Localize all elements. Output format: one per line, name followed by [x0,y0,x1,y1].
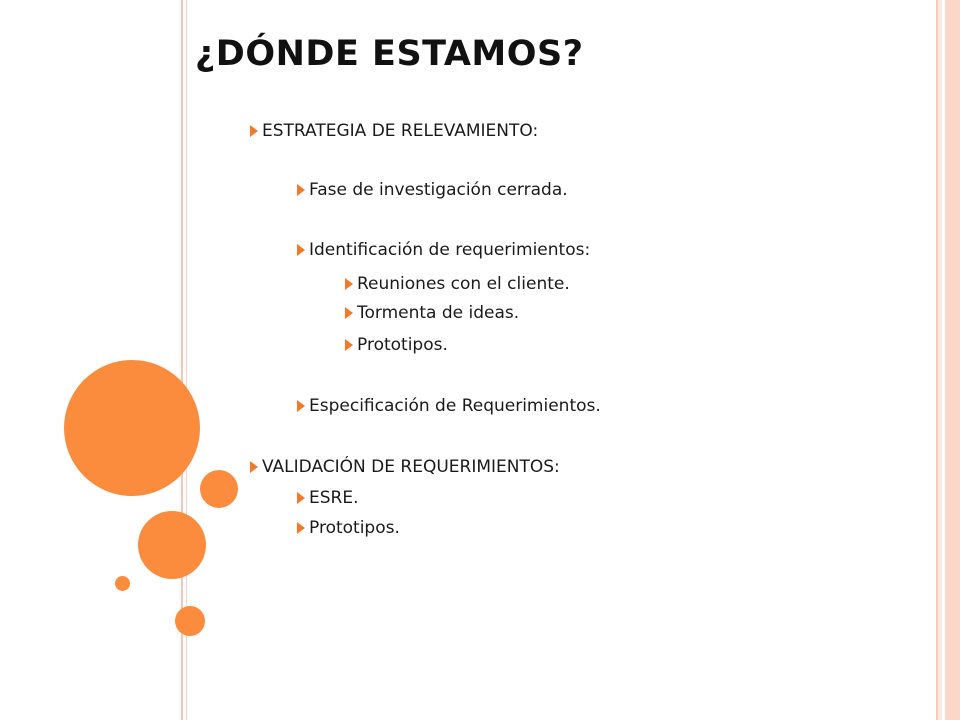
arrow-right-icon [297,244,305,256]
bullet-text: VALIDACIÓN DE REQUERIMIENTOS: [262,457,560,477]
arrow-right-icon [345,339,353,351]
decorative-circle-large [64,360,200,496]
bullet-text: ESRE. [309,488,359,508]
arrow-right-icon [297,184,305,196]
bullet-item [297,396,601,416]
bullet-text: Fase de investigación cerrada. [309,180,568,200]
slide-title: ¿DÓNDE ESTAMOS? [195,34,584,74]
bullet-text: Tormenta de ideas. [357,303,520,323]
arrow-right-icon [297,400,305,412]
bullet-text: Reuniones con el cliente. [357,274,570,294]
arrow-right-icon [297,522,305,534]
bullet-item [345,303,519,323]
bullet-text: Prototipos. [309,518,400,538]
arrow-right-icon [250,461,258,473]
arrow-right-icon [345,307,353,319]
decorative-circle-small-bottom [175,606,205,636]
bullet-text: Especificación de Requerimientos. [309,396,601,416]
bullet-item [297,518,400,538]
bullet-item [250,457,560,477]
bullet-item [297,488,359,508]
decorative-circle-tiny [115,576,130,591]
bullet-item [297,240,590,260]
decorative-right-band [936,0,960,720]
bullet-text: Prototipos. [357,335,448,355]
bullet-item [297,180,568,200]
bullet-item [345,335,448,355]
arrow-right-icon [297,492,305,504]
bullet-text: ESTRATEGIA DE RELEVAMIENTO: [262,121,539,141]
bullet-item [345,274,570,294]
bullet-item [250,121,538,141]
arrow-right-icon [345,278,353,290]
decorative-circle-medium [138,511,206,579]
decorative-circle-small [200,470,238,508]
arrow-right-icon [250,125,258,137]
bullet-text: Identificación de requerimientos: [309,240,591,260]
